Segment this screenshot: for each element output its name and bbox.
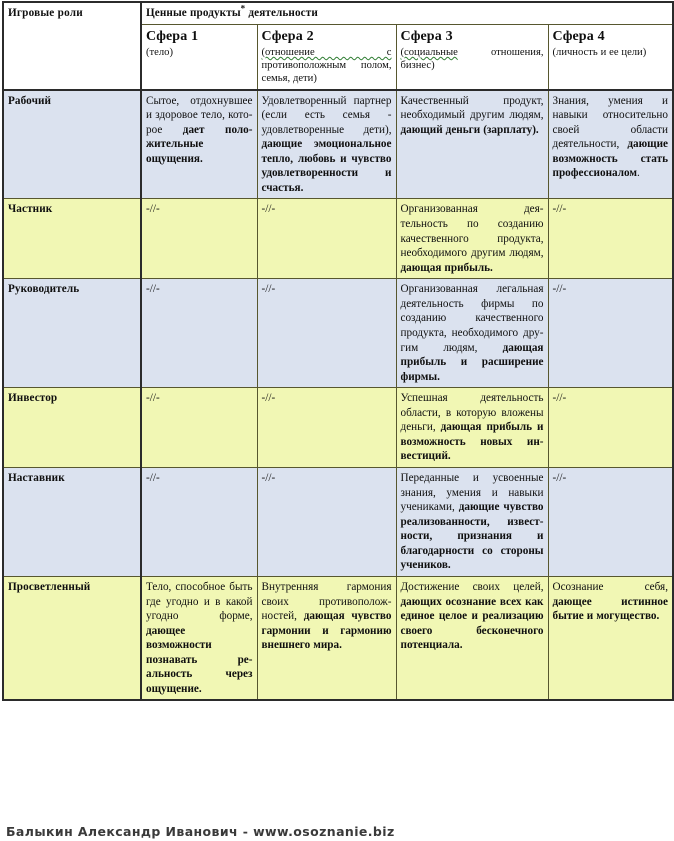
content-cell bbox=[141, 576, 257, 700]
cell-text-emphasis: дающий деньги (зарплату). bbox=[400, 123, 539, 136]
header-banner-tail: деятельности bbox=[245, 7, 318, 19]
sphere-3-sub-rest: отношения, бизнес) bbox=[400, 46, 544, 71]
cell-text-emphasis: дающие чувство реализованности, известности, признания и благодарности со стороны учеников. bbox=[400, 501, 544, 572]
ditto-cell: -//- bbox=[548, 468, 673, 577]
content-cell bbox=[548, 576, 673, 700]
ditto-cell: -//- bbox=[257, 388, 396, 468]
ditto-cell: -//- bbox=[257, 279, 396, 388]
cell-text-plain: Успешная деятельность области, в которую вложены деньги, bbox=[400, 392, 544, 434]
sphere-1-sub bbox=[146, 47, 253, 60]
role-label: Инвестор bbox=[3, 388, 141, 468]
sphere-4-sub-rest: (личность и ее цели) bbox=[552, 46, 647, 58]
ditto-cell: -//- bbox=[548, 388, 673, 468]
cell-text-plain: Осознание себя, bbox=[552, 580, 668, 593]
cell-text-plain: Переданные и усвоенные знания, умения и навыки учениками, bbox=[400, 472, 544, 514]
header-sphere-1 bbox=[141, 24, 257, 89]
table-row bbox=[3, 388, 673, 468]
sphere-3-sub-wavy: (социальные bbox=[400, 46, 458, 58]
cell-text-plain: Организованная деятельность по созданию качественного продукта, необходимого другим людям, bbox=[400, 203, 544, 260]
cell-text-plain: Достижение своих целей, bbox=[400, 580, 544, 593]
header-banner-text: Ценные продукты bbox=[146, 7, 241, 19]
cell-text-emphasis: дающих осознание всех как единое целое и реализацию своего бесконечного потенциала. bbox=[400, 595, 544, 652]
header-banner bbox=[141, 2, 673, 24]
cell-text-emphasis: дающие возможность стать профессионалом bbox=[552, 138, 668, 180]
cell-text-plain: Сытое, отдохнувшее и здоровое тело, которое bbox=[146, 94, 253, 136]
cell-text-plain: Внутренняя гармония своих противоположностей, bbox=[261, 580, 392, 623]
sphere-1-name: Сфера 1 bbox=[146, 28, 199, 44]
sphere-1-sub-rest: (тело) bbox=[146, 46, 173, 58]
header-sphere-2 bbox=[257, 24, 396, 89]
content-cell bbox=[396, 90, 548, 199]
cell-text-emphasis: дающая прибыль и расширение фирмы. bbox=[400, 341, 544, 383]
cell-text-tail: . bbox=[637, 167, 640, 180]
role-label: Просветленный bbox=[3, 576, 141, 700]
table-row bbox=[3, 199, 673, 279]
sphere-3-sub bbox=[401, 47, 544, 73]
header-banner-asterisk: * bbox=[240, 3, 246, 14]
table-row bbox=[3, 90, 673, 199]
cell-text-emphasis: дающие эмоциональное тепло, любовь и чувство удовлетворенности и счастья. bbox=[261, 138, 392, 194]
header-roles: Игровые роли bbox=[3, 2, 141, 90]
ditto-cell: -//- bbox=[141, 468, 257, 577]
ditto-cell: -//- bbox=[141, 279, 257, 388]
cell-text-emphasis: дает положительные ощущения. bbox=[146, 123, 253, 165]
table-row bbox=[3, 468, 673, 577]
sphere-3-name: Сфера 3 bbox=[400, 28, 453, 44]
ditto-cell: -//- bbox=[257, 199, 396, 279]
cell-text-emphasis: дающая прибыль и возможность новых инвестиций. bbox=[400, 421, 544, 463]
cell-text-emphasis: дающая чувство гармонии и гармонию внешнего мира. bbox=[261, 610, 392, 652]
content-cell bbox=[548, 90, 673, 199]
role-label: Руководитель bbox=[3, 279, 141, 388]
sphere-2-sub-wavy: (отношение с bbox=[261, 46, 392, 58]
ditto-cell: -//- bbox=[548, 279, 673, 388]
content-cell bbox=[396, 279, 548, 388]
watermark: Балыкин Александр Иванович - www.osoznanie.biz bbox=[6, 824, 395, 839]
header-sphere-3 bbox=[396, 24, 548, 89]
table-body bbox=[3, 90, 673, 701]
cell-text-emphasis: дающее истинное бытие и могущество. bbox=[552, 595, 668, 623]
sphere-4-sub bbox=[553, 47, 669, 60]
sphere-2-sub bbox=[262, 47, 392, 86]
table-row bbox=[3, 576, 673, 700]
sphere-2-name: Сфера 2 bbox=[261, 28, 314, 44]
content-cell bbox=[396, 199, 548, 279]
cell-text-emphasis: дающее возможности познавать реальность через ощущение. bbox=[146, 624, 253, 695]
cell-text-plain: Знания, умения и навыки относительно своей области деятельности, bbox=[552, 94, 668, 151]
header-row-banner bbox=[3, 2, 673, 24]
role-label: Частник bbox=[3, 199, 141, 279]
table-row bbox=[3, 279, 673, 388]
content-cell bbox=[257, 576, 396, 700]
content-cell bbox=[396, 468, 548, 577]
role-label: Рабочий bbox=[3, 90, 141, 199]
sphere-2-sub-rest: противоположным полом, семья, дети) bbox=[261, 59, 392, 84]
table-header bbox=[3, 2, 673, 90]
header-sphere-4 bbox=[548, 24, 673, 89]
cell-text-plain: Организованная легальная деятельность фирмы по созданию качественного продукта, необходимого другим людям, bbox=[400, 283, 544, 354]
content-cell bbox=[257, 90, 396, 199]
sheet bbox=[0, 1, 674, 841]
value-products-table bbox=[2, 1, 674, 701]
sphere-4-name: Сфера 4 bbox=[552, 28, 605, 44]
ditto-cell: -//- bbox=[257, 468, 396, 577]
ditto-cell: -//- bbox=[548, 199, 673, 279]
cell-text-plain: Удовлетворенный партнер (если есть семья - удовлетворенные дети), bbox=[261, 94, 392, 136]
ditto-cell: -//- bbox=[141, 388, 257, 468]
cell-text-emphasis: дающая прибыль. bbox=[400, 261, 493, 274]
content-cell bbox=[396, 576, 548, 700]
cell-text-plain: Тело, способное быть где угодно и в какой угодно форме, bbox=[146, 580, 253, 623]
role-label: Наставник bbox=[3, 468, 141, 577]
content-cell bbox=[396, 388, 548, 468]
cell-text-plain: Качественный продукт, необходимый другим людям, bbox=[400, 94, 544, 122]
content-cell bbox=[141, 90, 257, 199]
ditto-cell: -//- bbox=[141, 199, 257, 279]
